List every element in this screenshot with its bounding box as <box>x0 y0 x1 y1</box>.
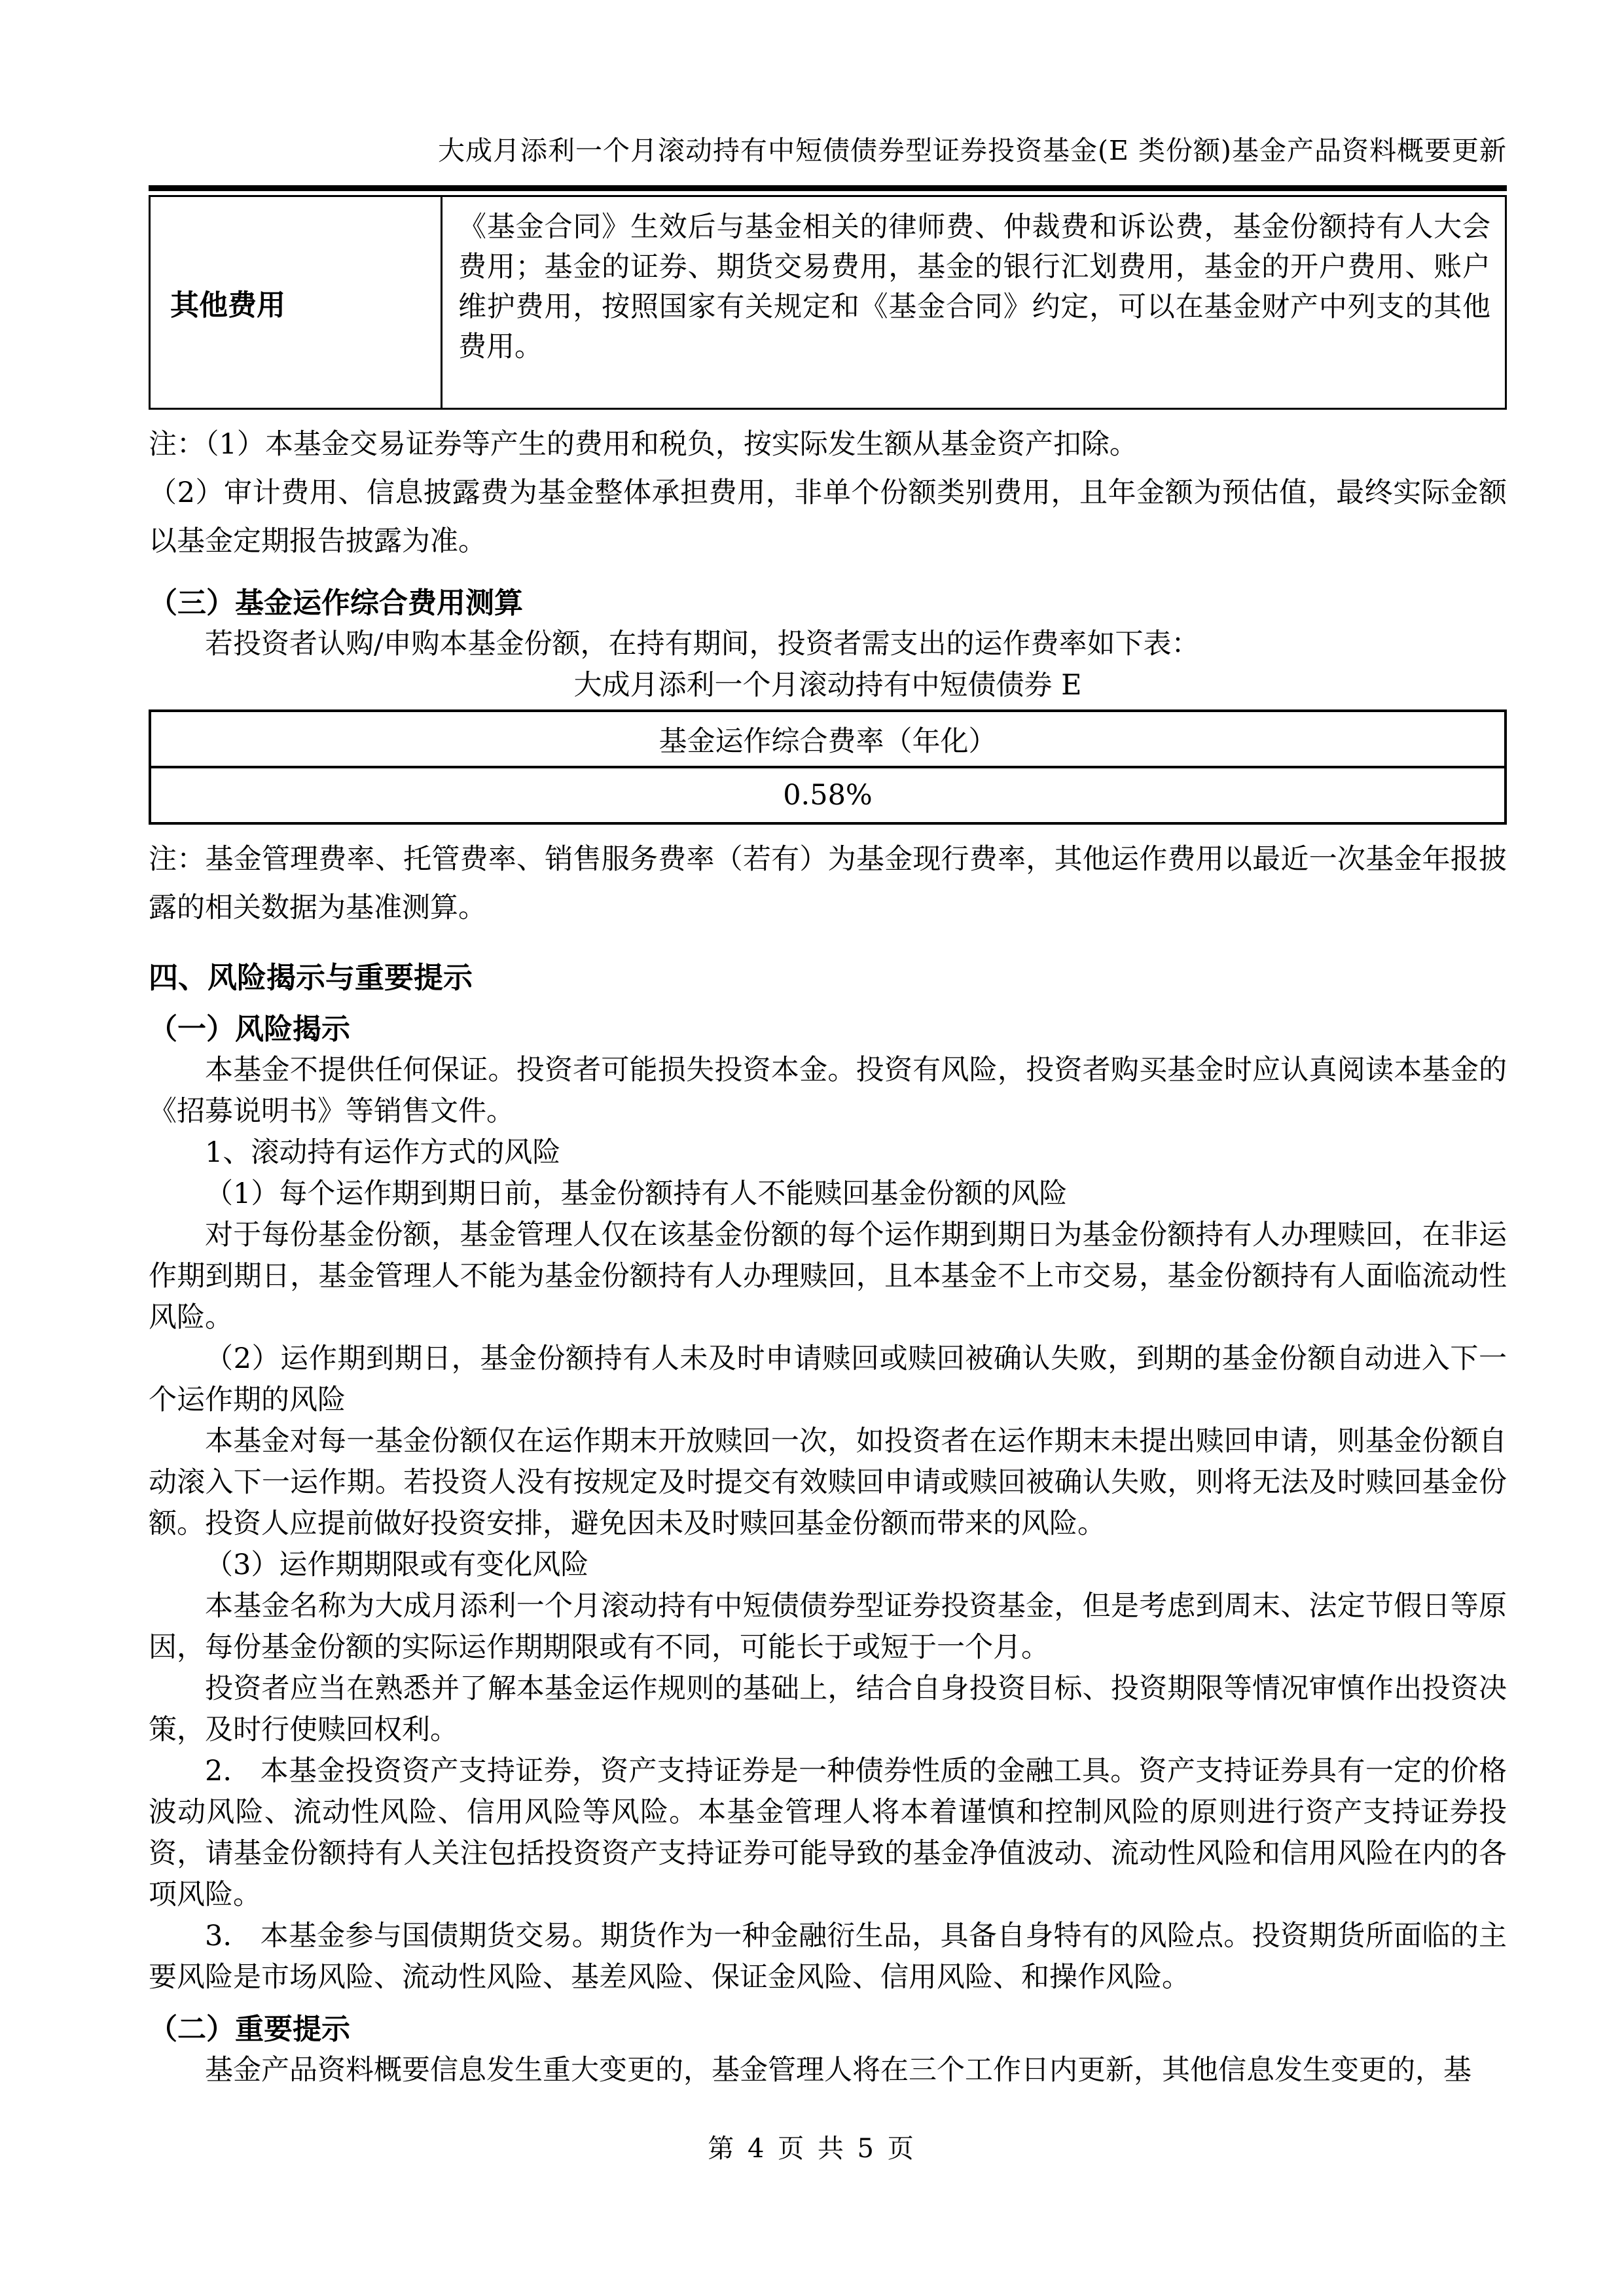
page-footer: 第 4 页 共 5 页 <box>708 2134 916 2164</box>
rate-note: 注：基金管理费率、托管费率、销售服务费率（若有）为基金现行费率，其他运作费用以最近一次基金年报披露的相关数据为基准测算。 <box>149 843 1507 924</box>
operating-fees-intro: 若投资者认购/申购本基金份额，在持有期间，投资者需支出的运作费率如下表： <box>205 628 1200 660</box>
risk-disclosure-heading: （一）风险揭示 <box>149 1013 350 1046</box>
fee-note-1: 注：（1）本基金交易证券等产生的费用和税负，按实际发生额从基金资产扣除。 <box>149 428 1138 461</box>
risk-disclosure-paragraphs <box>149 1050 1507 1998</box>
section-heading-risk: 四、风险揭示与重要提示 <box>149 960 473 995</box>
section-heading-operating-fees: （三）基金运作综合费用测算 <box>149 586 523 620</box>
risk-paragraph: 对于每份基金份额，基金管理人仅在该基金份额的每个运作期到期日为基金份额持有人办理赎回，在非运作期到期日，基金管理人不能为基金份额持有人办理赎回，且本基金不上市交易，基金份额持有人面临流动性风险。 <box>149 1219 1507 1334</box>
doc-header-title: 大成月添利一个月滚动持有中短债债券型证券投资基金(E 类份额)基金产品资料概要更新 <box>438 135 1507 166</box>
other-fees-table <box>149 195 1507 410</box>
rate-note-block <box>149 835 1507 932</box>
important-notice-paragraph: 基金产品资料概要信息发生重大变更的，基金管理人将在三个工作日内更新，其他信息发生变更的，基 <box>205 2054 1471 2087</box>
risk-paragraph: 投资者应当在熟悉并了解本基金运作规则的基础上，结合自身投资目标、投资期限等情况审慎作出投资决策，及时行使赎回权利。 <box>149 1672 1507 1746</box>
rate-table-header: 基金运作综合费率（年化） <box>150 711 1506 767</box>
fee-row-label: 其他费用 <box>150 196 442 409</box>
risk-paragraph: （2）运作期到期日，基金份额持有人未及时申请赎回或赎回被确认失败，到期的基金份额自动进入下一个运作期的风险 <box>149 1342 1507 1416</box>
other-fees-row <box>150 196 1506 409</box>
risk-paragraph: 本基金不提供任何保证。投资者可能损失投资本金。投资有风险，投资者购买基金时应认真阅读本基金的《招募说明书》等销售文件。 <box>149 1054 1507 1128</box>
rate-table-header-row <box>150 711 1506 767</box>
risk-paragraph: 本基金对每一基金份额仅在运作期末开放赎回一次，如投资者在运作期末未提出赎回申请，则基金份额自动滚入下一运作期。若投资人没有按规定及时提交有效赎回申请或赎回被确认失败，则将无法及时赎回基金份额。投资人应提前做好投资安排，避免因未及时赎回基金份额而带来的风险。 <box>149 1425 1507 1540</box>
risk-paragraph: 1、滚动持有运作方式的风险 <box>205 1136 561 1169</box>
risk-paragraph: 本基金名称为大成月添利一个月滚动持有中短债债券型证券投资基金，但是考虑到周末、法定节假日等原因，每份基金份额的实际运作期期限或有不同，可能长于或短于一个月。 <box>149 1590 1507 1664</box>
important-notice-heading: （二）重要提示 <box>149 2013 350 2046</box>
header-rule <box>149 185 1507 191</box>
risk-paragraph: 2. 本基金投资资产支持证券，资产支持证券是一种债券性质的金融工具。资产支持证券具有一定的价格波动风险、流动性风险、信用风险等风险。本基金管理人将本着谨慎和控制风险的原则进行资产支持证券投资，请基金份额持有人关注包括投资资产支持证券可能导致的基金净值波动、流动性风险和信用风险在内的各项风险。 <box>149 1755 1507 1911</box>
rate-table-value: 0.58% <box>150 767 1506 823</box>
rate-table-value-row <box>150 767 1506 823</box>
rate-table <box>149 709 1507 825</box>
risk-paragraph: （3）运作期期限或有变化风险 <box>205 1549 589 1581</box>
fee-note-2: （2）审计费用、信息披露费为基金整体承担费用，非单个份额类别费用，且年金额为预估值，最终实际金额以基金定期报告披露为准。 <box>149 476 1507 558</box>
risk-paragraph: 3. 本基金参与国债期货交易。期货作为一种金融衍生品，具备自身特有的风险点。投资期货所面临的主要风险是市场风险、流动性风险、基差风险、保证金风险、信用风险、和操作风险。 <box>149 1920 1507 1994</box>
fee-row-content: 《基金合同》生效后与基金相关的律师费、仲裁费和诉讼费，基金份额持有人大会费用；基金的证券、期货交易费用，基金的银行汇划费用，基金的开户费用、账户维护费用，按照国家有关规定和《基金合同》约定，可以在基金财产中列支的其他费用。 <box>442 196 1506 409</box>
fee-notes-block <box>149 420 1507 565</box>
rate-table-caption: 大成月添利一个月滚动持有中短债债券 E <box>573 669 1082 702</box>
risk-paragraph: （1）每个运作期到期日前，基金份额持有人不能赎回基金份额的风险 <box>205 1177 1068 1210</box>
